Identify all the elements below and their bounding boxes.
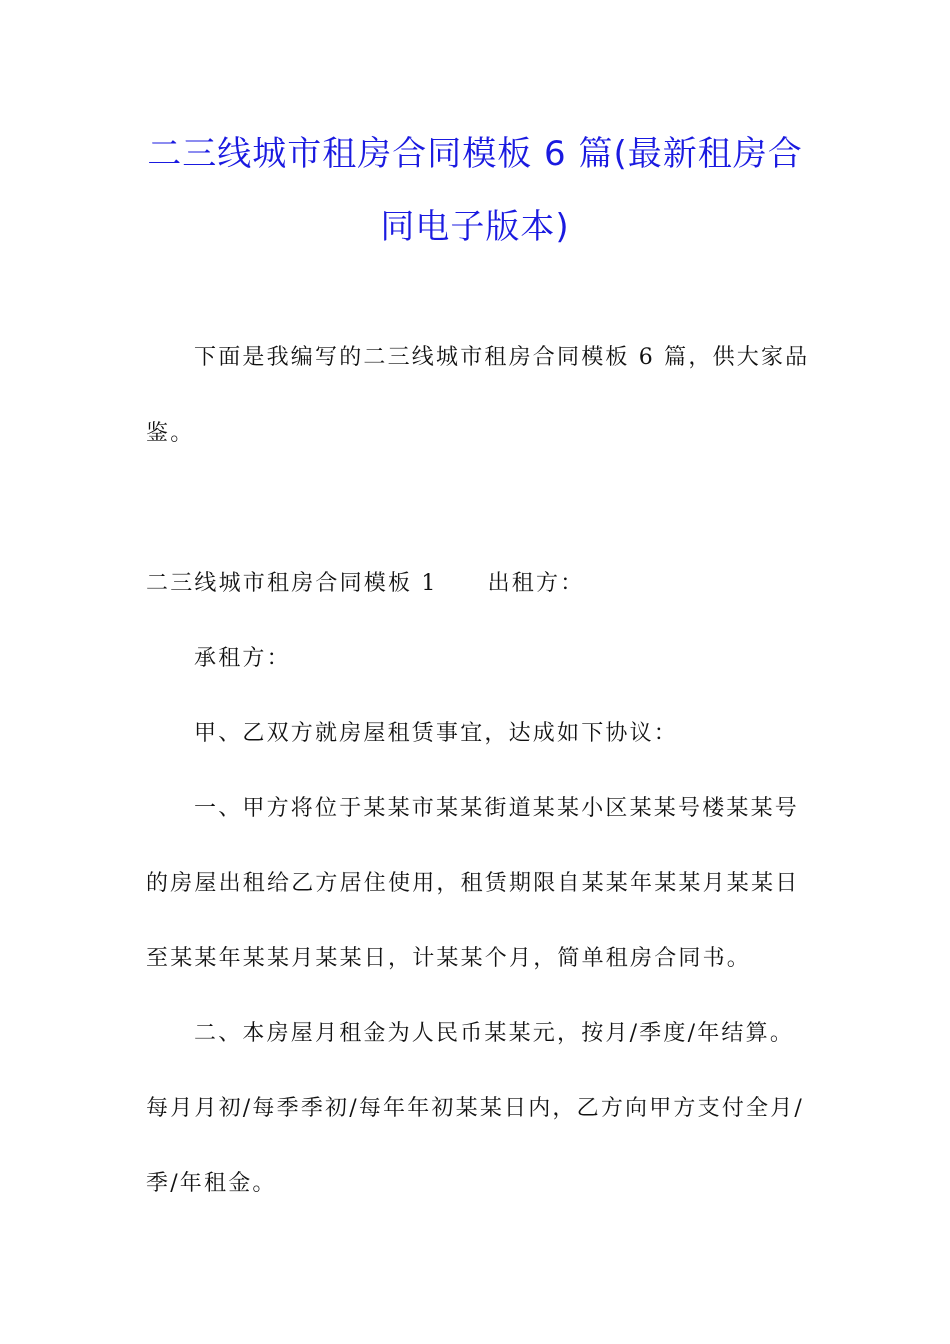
section-heading-row [146,569,584,599]
lessor-label: 出租方： [487,571,585,596]
clause-1-line-1: 一、甲方将位于某某市某某街道某某小区某某号楼某某号 [194,796,800,821]
document-title-line-2: 同电子版本) [380,207,570,247]
intro-paragraph-line-2: 鉴。 [146,421,195,446]
clause-2-line-1: 二、本房屋月租金为人民币某某元，按月/季度/年结算。 [194,1021,795,1046]
clause-1-line-3: 至某某年某某月某某日，计某某个月，简单租房合同书。 [146,946,752,971]
clause-2-line-3: 季/年租金。 [146,1171,277,1196]
section-heading: 二三线城市租房合同模板 1 [146,571,438,596]
clause-1-line-2: 的房屋出租给乙方居住使用，租赁期限自某某年某某月某某日 [146,871,800,896]
clause-2-line-2: 每月月初/每季季初/每年年初某某日内，乙方向甲方支付全月/ [146,1096,805,1121]
agreement-intro: 甲、乙双方就房屋租赁事宜，达成如下协议： [194,721,679,746]
intro-paragraph-line-1: 下面是我编写的二三线城市租房合同模板 6 篇，供大家品 [194,345,810,370]
lessee-label: 承租方： [194,646,291,671]
document-title-line-1: 二三线城市租房合同模板 6 篇(最新租房合 [147,134,803,174]
